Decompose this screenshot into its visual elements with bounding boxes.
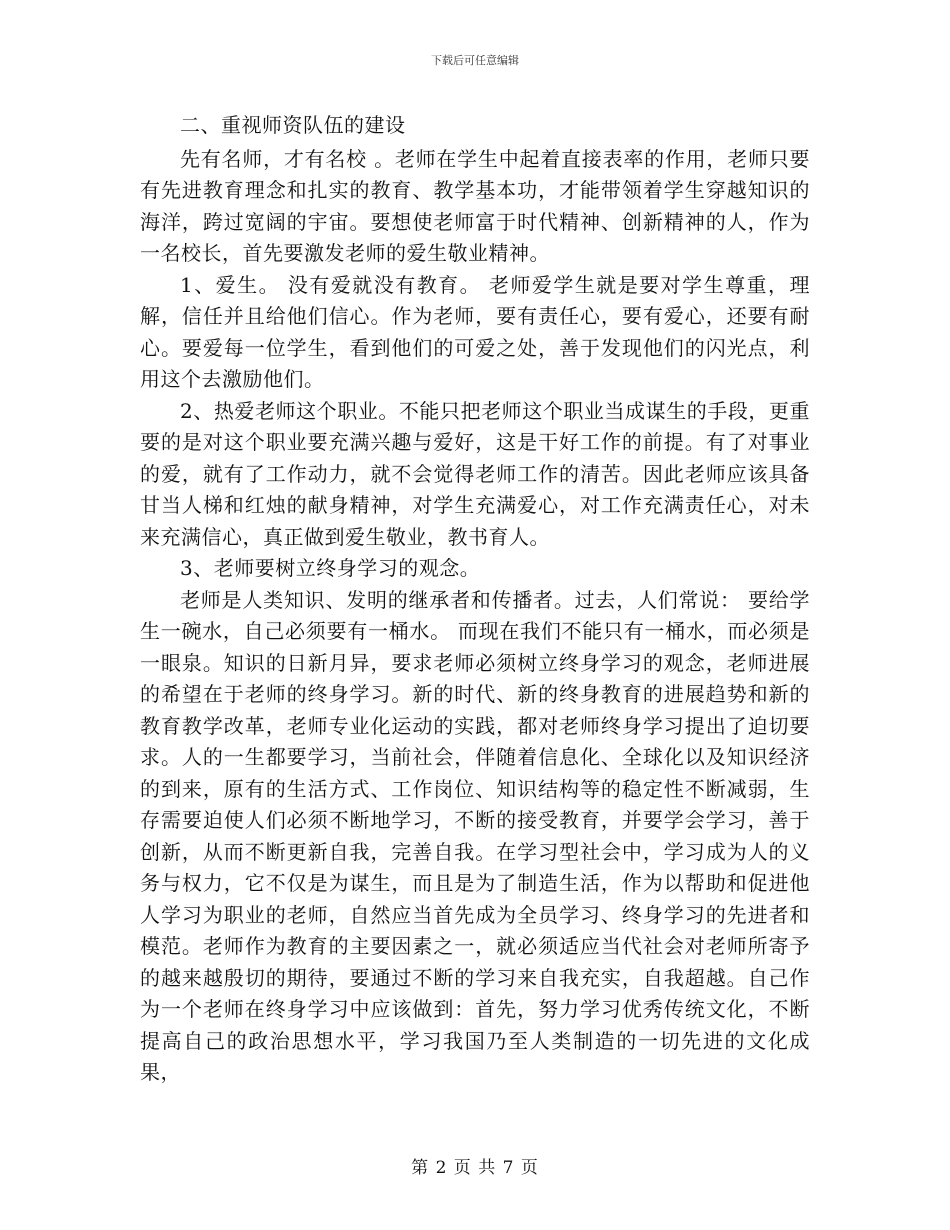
paragraph-point-3-body: 老师是人类知识、发明的继承者和传播者。过去，人们常说： 要给学生一碗水，自己必须要有一桶水。 而现在我们不能只有一桶水，而必须是一眼泉。知识的日新月异，要求老师必须树立终身学习的观念，老师进展的希望在于老师的终身学习。新的时代、新的终身教育的进展趋势和新的教育教学改革，老师专业化运动的实践，都对老师终身学习提出了迫切要求。人的一生都要学习，当前社会，伴随着信息化、全球化以及知识经济的到来，原有的生活方式、工作岗位、知识结构等的稳定性不断减弱，生存需要迫使人们必须不断地学习，不断的接受教育，并要学会学习，善于创新，从而不断更新自我，完善自我。在学习型社会中，学习成为人的义务与权力，它不仅是为谋生，而且是为了制造生活，作为以帮助和促进他人学习为职业的老师，自然应当首先成为全员学习、终身学习的先进者和模范。老师作为教育的主要因素之一，就必须适应当代社会对老师所寄予的越来越殷切的期待，要通过不断的学习来自我充实，自我超越。自己作为一个老师在终身学习中应该做到：首先，努力学习优秀传统文化，不断提高自己的政治思想水平，学习我国乃至人类制造的一切先进的文化成果，	[140, 587, 810, 1084]
paragraph-point-3-title: 3、老师要树立终身学习的观念。	[180, 556, 481, 580]
page-header-note: 下载后可任意编辑	[431, 54, 519, 67]
paragraph-point-2: 2、热爱老师这个职业。不能只把老师这个职业当成谋生的手段，更重要的是对这个职业要充满兴趣与爱好，这是干好工作的前提。有了对事业的爱，就有了工作动力，就不会觉得老师工作的清苦。因此老师应该具备甘当人梯和红烛的献身精神，对学生充满爱心，对工作充满责任心，对未来充满信心，真正做到爱生敬业，教书育人。	[140, 398, 810, 549]
document-body	[140, 110, 810, 1089]
page-number: 第 2 页 共 7 页	[411, 1158, 539, 1178]
section-heading: 二、重视师资队伍的建设	[180, 113, 406, 137]
paragraph-intro: 先有名师，才有名校 。老师在学生中起着直接表率的作用，老师只要有先进教育理念和扎实的教育、教学基本功，才能带领着学生穿越知识的海洋，跨过宽阔的宇宙。要想使老师富于时代精神、创新精神的人，作为一名校长，首先要激发老师的爱生敬业精神。	[140, 146, 810, 265]
paragraph-point-1: 1、爱生。 没有爱就没有教育。 老师爱学生就是要对学生尊重，理解，信任并且给他们信心。作为老师，要有责任心，要有爱心，还要有耐心。要爱每一位学生，看到他们的可爱之处，善于发现他们的闪光点，利用这个去激励他们。	[140, 272, 810, 391]
